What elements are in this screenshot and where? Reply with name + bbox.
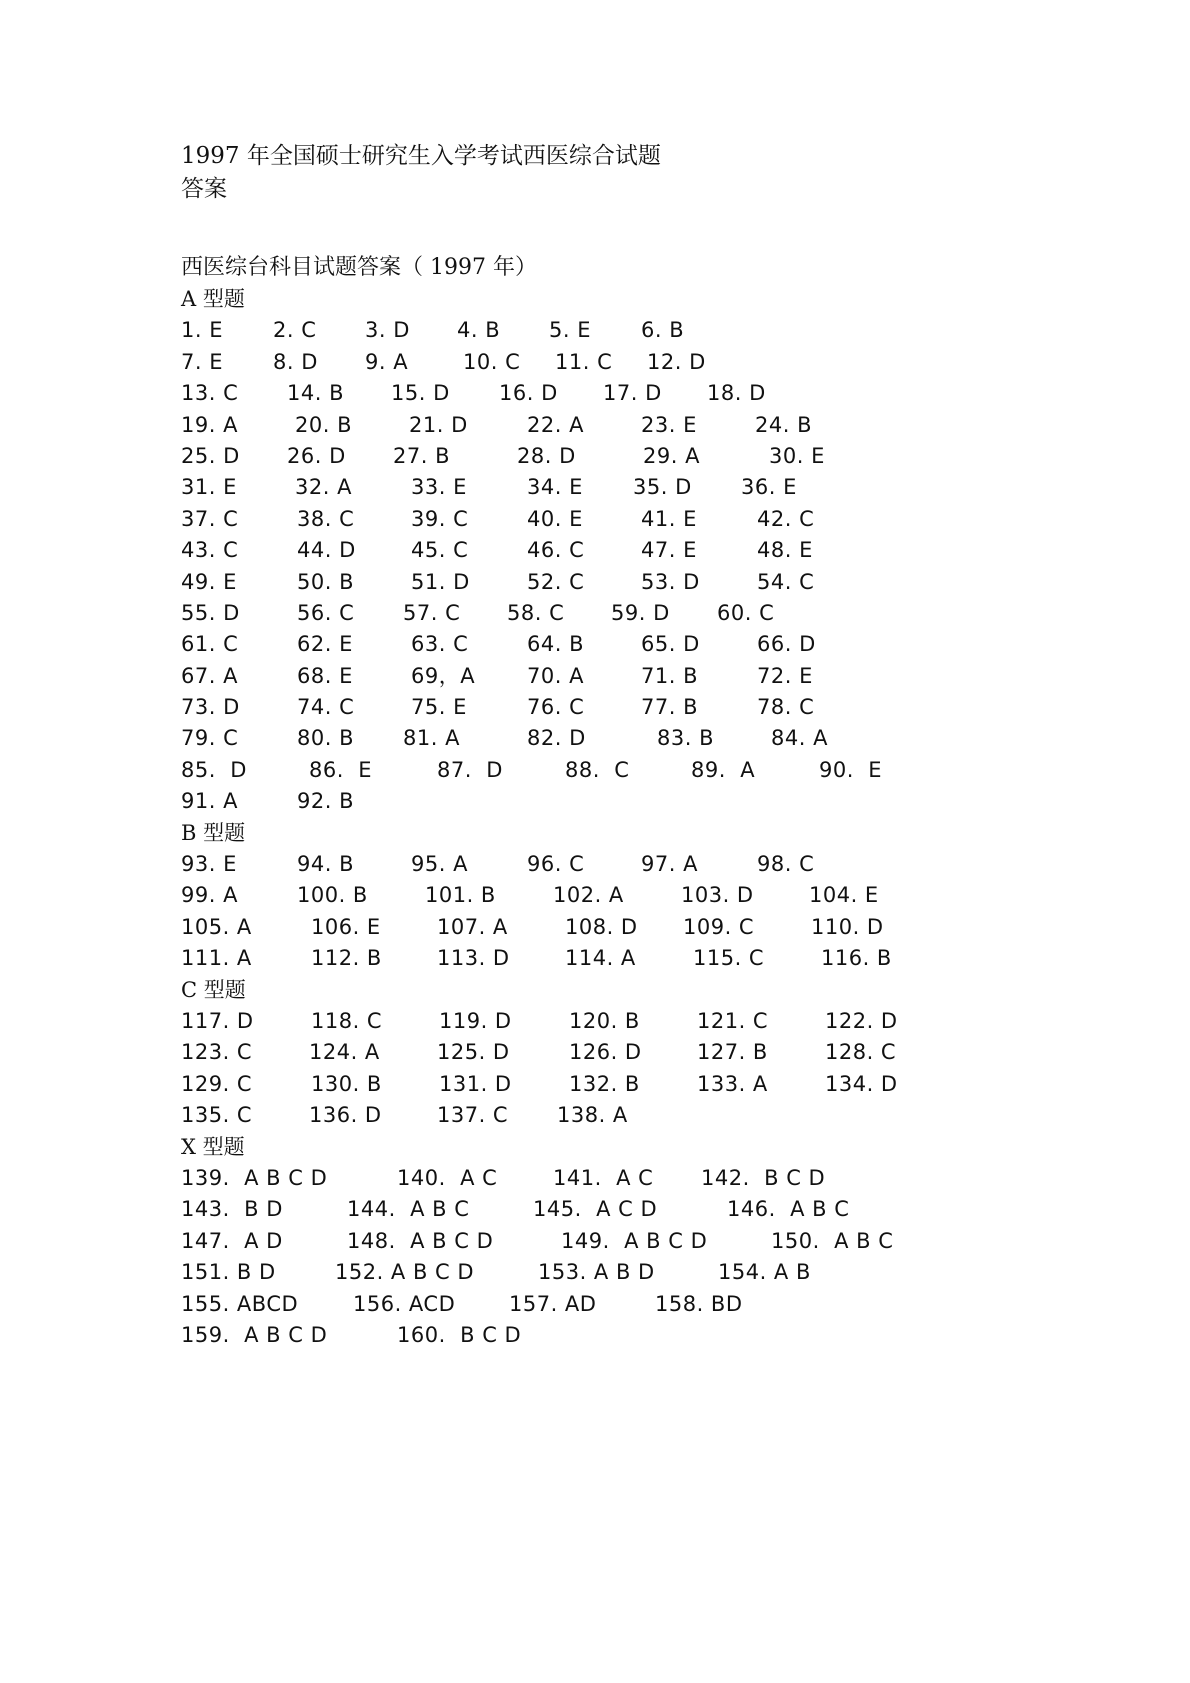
answer-item: 50. B — [297, 569, 354, 594]
answer-row — [181, 849, 1081, 880]
answer-item: 5. E — [549, 318, 591, 343]
answer-item: 61. C — [181, 632, 239, 657]
answer-item: 79. C — [181, 726, 239, 751]
answer-item: 131. D — [439, 1071, 512, 1096]
answer-item: 80. B — [297, 726, 354, 751]
answer-item: 134. D — [825, 1071, 898, 1096]
answer-row — [181, 1226, 1081, 1257]
answer-item: 139. A B C D — [181, 1165, 328, 1190]
answer-item: 45. C — [411, 538, 469, 563]
answer-row — [181, 315, 1081, 346]
answer-item: 147. A D — [181, 1228, 283, 1253]
answer-item: 152. A B C D — [335, 1260, 475, 1285]
section-label: B 型题 — [181, 820, 246, 845]
answer-item: 59. D — [611, 600, 670, 625]
answer-item: 160. B C D — [397, 1322, 522, 1347]
answer-item: 28. D — [517, 443, 576, 468]
answer-item: 127. B — [697, 1040, 768, 1065]
answer-item: 16. D — [499, 381, 558, 406]
answer-item: 120. B — [569, 1008, 640, 1033]
answer-item: 46. C — [527, 538, 585, 563]
answer-item: 73. D — [181, 695, 240, 720]
answer-item: 129. C — [181, 1071, 253, 1096]
answer-item: 151. B D — [181, 1260, 276, 1285]
answer-item: 33. E — [411, 475, 467, 500]
document-title: 1997 年全国硕士研究生入学考试西医综合试题 — [181, 143, 661, 169]
answer-item: 41. E — [641, 506, 697, 531]
answer-item: 113. D — [437, 946, 510, 971]
answer-item: 88. C — [565, 757, 630, 782]
answer-item: 128. C — [825, 1040, 897, 1065]
answer-item: 84. A — [771, 726, 828, 751]
answer-item: 26. D — [287, 443, 346, 468]
answer-item: 2. C — [273, 318, 317, 343]
answer-row — [181, 1163, 1081, 1194]
answer-item: 130. B — [311, 1071, 382, 1096]
answer-row — [181, 943, 1081, 974]
answer-item: 67. A — [181, 663, 238, 688]
answer-item: 76. C — [527, 695, 585, 720]
answer-item: 82. D — [527, 726, 586, 751]
answer-row — [181, 1194, 1081, 1225]
answer-item: 3. D — [365, 318, 410, 343]
answer-item: 85. D — [181, 757, 247, 782]
answer-item: 154. A B — [718, 1260, 811, 1285]
answer-item: 117. D — [181, 1008, 254, 1033]
answer-row — [181, 755, 1081, 786]
answer-row — [181, 535, 1081, 566]
answer-item: 60. C — [717, 600, 775, 625]
answer-item: 11. C — [555, 349, 613, 374]
answer-item: 6. B — [641, 318, 685, 343]
answer-item: 63. C — [411, 632, 469, 657]
answer-item: 56. C — [297, 600, 355, 625]
answer-item: 14. B — [287, 381, 344, 406]
answer-item: 51. D — [411, 569, 470, 594]
spacer — [181, 206, 1081, 252]
answer-item: 90. E — [819, 757, 883, 782]
answer-item: 57. C — [403, 600, 461, 625]
answer-row — [181, 661, 1081, 692]
answer-item: 53. D — [641, 569, 700, 594]
answer-item: 102. A — [553, 883, 624, 908]
answer-row — [181, 441, 1081, 472]
answer-item: 156. ACD — [353, 1291, 456, 1316]
answer-item: 58. C — [507, 600, 565, 625]
answer-item: 23. E — [641, 412, 697, 437]
answer-item: 42. C — [757, 506, 815, 531]
answer-row — [181, 378, 1081, 409]
answer-item: 110. D — [811, 914, 884, 939]
answer-item: 83. B — [657, 726, 714, 751]
answer-item: 114. A — [565, 946, 636, 971]
answer-item: 118. C — [311, 1008, 383, 1033]
answer-item: 36. E — [741, 475, 797, 500]
answer-row — [181, 567, 1081, 598]
answer-item: 150. A B C — [771, 1228, 894, 1253]
answer-row — [181, 1037, 1081, 1068]
answer-row — [181, 912, 1081, 943]
answer-row — [181, 472, 1081, 503]
answer-item: 124. A — [309, 1040, 380, 1065]
answer-item: 20. B — [295, 412, 352, 437]
answer-row — [181, 1100, 1081, 1131]
answer-item: 39. C — [411, 506, 469, 531]
answer-item: 91. A — [181, 789, 238, 814]
answer-item: 17. D — [603, 381, 662, 406]
answer-item: 43. C — [181, 538, 239, 563]
answer-item: 38. C — [297, 506, 355, 531]
answer-item: 74. C — [297, 695, 355, 720]
answer-row — [181, 629, 1081, 660]
answer-item: 29. A — [643, 443, 700, 468]
answer-sections — [181, 284, 1081, 1351]
answer-item: 101. B — [425, 883, 496, 908]
answer-item: 71. B — [641, 663, 698, 688]
answer-item: 35. D — [633, 475, 692, 500]
answer-item: 7. E — [181, 349, 223, 374]
answer-item: 27. B — [393, 443, 450, 468]
answer-row — [181, 410, 1081, 441]
answer-item: 75. E — [411, 695, 467, 720]
answer-item: 66. D — [757, 632, 816, 657]
document-title-continued: 答案 — [181, 176, 227, 202]
answer-item: 18. D — [707, 381, 766, 406]
answer-item: 97. A — [641, 852, 698, 877]
answer-item: 119. D — [439, 1008, 512, 1033]
answer-item: 122. D — [825, 1008, 898, 1033]
answer-item: 95. A — [411, 852, 468, 877]
answer-item: 143. B D — [181, 1197, 283, 1222]
answer-item: 77. B — [641, 695, 698, 720]
answer-item: 115. C — [693, 946, 765, 971]
answer-item: 104. E — [809, 883, 879, 908]
section-label: A 型题 — [181, 287, 245, 311]
answer-row — [181, 1289, 1081, 1320]
answer-item: 55. D — [181, 600, 240, 625]
section-label: X 型题 — [181, 1134, 245, 1159]
answer-item: 52. C — [527, 569, 585, 594]
answer-item: 125. D — [437, 1040, 510, 1065]
answer-item: 62. E — [297, 632, 353, 657]
answer-row — [181, 504, 1081, 535]
answer-item: 138. A — [557, 1103, 628, 1128]
answer-item: 65. D — [641, 632, 700, 657]
answer-item: 145. A C D — [533, 1197, 658, 1222]
answer-item: 133. A — [697, 1071, 768, 1096]
answer-row — [181, 880, 1081, 911]
answer-item: 137. C — [437, 1103, 509, 1128]
answer-item: 157. AD — [509, 1291, 597, 1316]
answer-item: 112. B — [311, 946, 382, 971]
answer-item: 69，A — [411, 663, 476, 688]
answer-item: 44. D — [297, 538, 356, 563]
answer-item: 68. E — [297, 663, 353, 688]
answer-item: 144. A B C — [347, 1197, 470, 1222]
answer-item: 149. A B C D — [561, 1228, 708, 1253]
answer-item: 135. C — [181, 1103, 253, 1128]
answer-item: 96. C — [527, 852, 585, 877]
answer-item: 19. A — [181, 412, 238, 437]
answer-item: 116. B — [821, 946, 892, 971]
answer-item: 22. A — [527, 412, 584, 437]
answer-item: 37. C — [181, 506, 239, 531]
answer-item: 158. BD — [655, 1291, 743, 1316]
answer-item: 132. B — [569, 1071, 640, 1096]
answer-item: 13. C — [181, 381, 239, 406]
answer-row — [181, 598, 1081, 629]
answer-item: 111. A — [181, 946, 252, 971]
answer-item: 8. D — [273, 349, 318, 374]
section-label: C 型题 — [181, 977, 246, 1002]
answer-item: 32. A — [295, 475, 352, 500]
document-subtitle: 西医综台科目试题答案（ 1997 年） — [181, 255, 537, 280]
answer-item: 155. ABCD — [181, 1291, 299, 1316]
answer-item: 105. A — [181, 914, 252, 939]
answer-item: 106. E — [311, 914, 381, 939]
answer-item: 48. E — [757, 538, 813, 563]
answer-item: 15. D — [391, 381, 450, 406]
answer-item: 70. A — [527, 663, 584, 688]
answer-item: 140. A C — [397, 1165, 498, 1190]
answer-row — [181, 1257, 1081, 1288]
answer-item: 34. E — [527, 475, 583, 500]
answer-row — [181, 347, 1081, 378]
answer-item: 9. A — [365, 349, 409, 374]
answer-item: 92. B — [297, 789, 354, 814]
answer-item: 47. E — [641, 538, 697, 563]
answer-row — [181, 1320, 1081, 1351]
answer-item: 78. C — [757, 695, 815, 720]
answer-row — [181, 1069, 1081, 1100]
answer-item: 136. D — [309, 1103, 382, 1128]
answer-item: 64. B — [527, 632, 584, 657]
answer-item: 146. A B C — [727, 1197, 850, 1222]
answer-row — [181, 723, 1081, 754]
answer-item: 103. D — [681, 883, 754, 908]
answer-item: 40. E — [527, 506, 583, 531]
answer-item: 86. E — [309, 757, 373, 782]
answer-item: 100. B — [297, 883, 368, 908]
answer-item: 141. A C — [553, 1165, 654, 1190]
answer-item: 108. D — [565, 914, 638, 939]
answer-item: 109. C — [683, 914, 755, 939]
answer-item: 31. E — [181, 475, 237, 500]
answer-item: 89. A — [691, 757, 756, 782]
answer-item: 121. C — [697, 1008, 769, 1033]
answer-item: 54. C — [757, 569, 815, 594]
answer-row — [181, 1006, 1081, 1037]
answer-item: 12. D — [647, 349, 706, 374]
answer-item: 94. B — [297, 852, 354, 877]
answer-item: 25. D — [181, 443, 240, 468]
answer-item: 98. C — [757, 852, 815, 877]
answer-item: 107. A — [437, 914, 508, 939]
answer-row — [181, 786, 1081, 817]
answer-item: 1. E — [181, 318, 223, 343]
answer-item: 93. E — [181, 852, 237, 877]
answer-item: 87. D — [437, 757, 503, 782]
answer-item: 49. E — [181, 569, 237, 594]
answer-item: 142. B C D — [701, 1165, 826, 1190]
answer-item: 99. A — [181, 883, 238, 908]
answer-item: 10. C — [463, 349, 521, 374]
answer-item: 30. E — [769, 443, 825, 468]
answer-item: 81. A — [403, 726, 460, 751]
answer-item: 148. A B C D — [347, 1228, 494, 1253]
answer-item: 123. C — [181, 1040, 253, 1065]
answer-item: 4. B — [457, 318, 501, 343]
answer-item: 21. D — [409, 412, 468, 437]
answer-document — [181, 140, 1081, 1351]
answer-item: 72. E — [757, 663, 813, 688]
answer-row — [181, 692, 1081, 723]
answer-item: 24. B — [755, 412, 812, 437]
answer-item: 126. D — [569, 1040, 642, 1065]
answer-item: 153. A B D — [538, 1260, 655, 1285]
answer-item: 159. A B C D — [181, 1322, 328, 1347]
